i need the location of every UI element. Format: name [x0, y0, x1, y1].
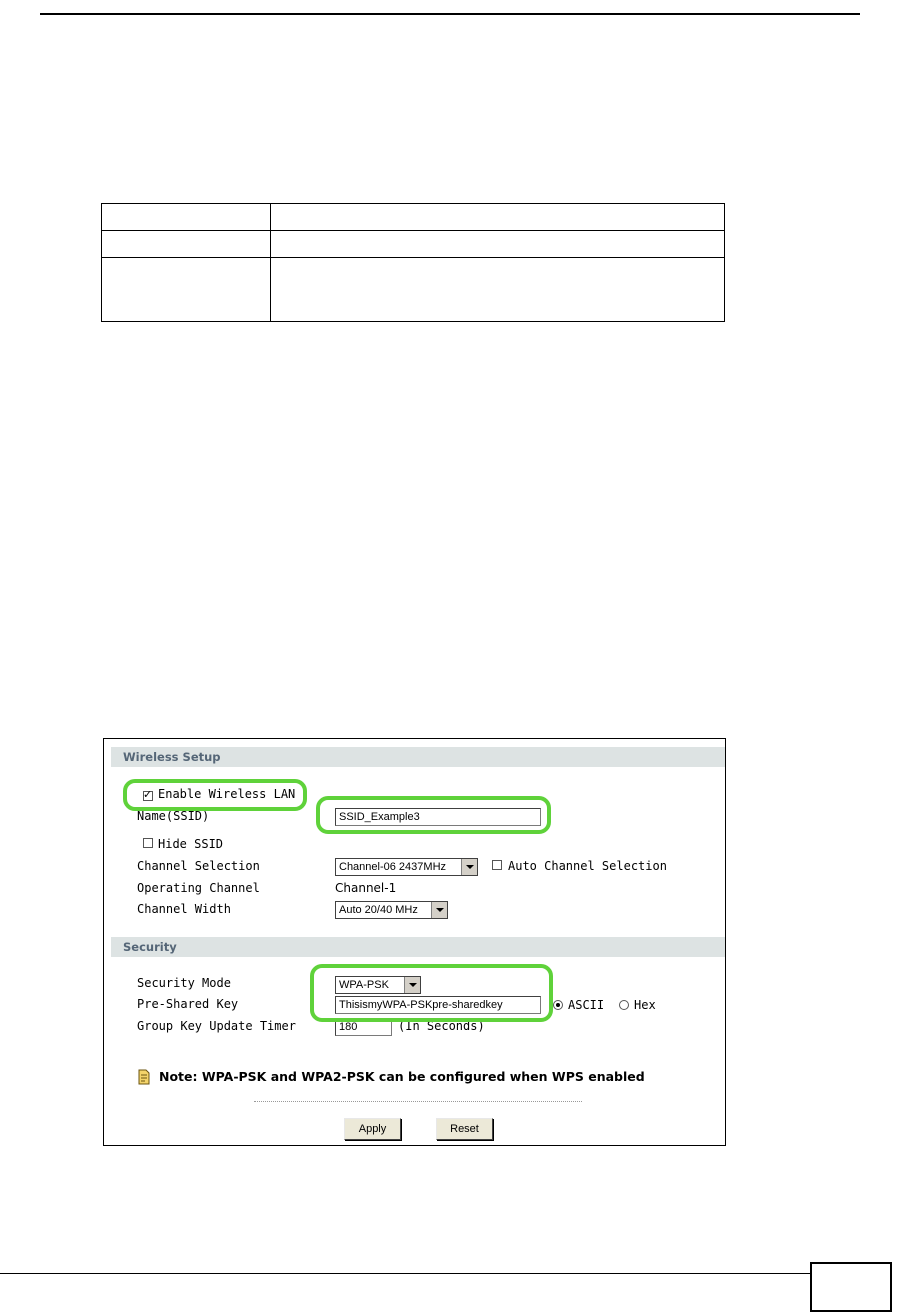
highlight-ring: [310, 964, 553, 1022]
chevron-down-icon[interactable]: [431, 902, 447, 918]
channel-selection-select[interactable]: [335, 858, 478, 876]
auto-channel-selection-label: Auto Channel Selection: [508, 859, 667, 873]
channel-width-select[interactable]: [335, 901, 448, 919]
table-row: [102, 204, 725, 231]
hide-ssid-label: Hide SSID: [158, 837, 224, 851]
enable-wireless-lan-label: Enable Wireless LAN: [158, 787, 296, 801]
footer-rule: [0, 1273, 810, 1274]
wireless-settings-panel: [103, 738, 726, 1146]
ssid-label: Name(SSID): [137, 809, 210, 823]
highlight-ring: [316, 796, 551, 834]
highlight-ring: [123, 779, 307, 811]
apply-button[interactable]: Apply: [344, 1118, 401, 1140]
pre-shared-key-input[interactable]: ThisismyWPA-PSKpre-sharedkey: [335, 996, 541, 1014]
table-row: [102, 231, 725, 258]
channel-width-label: Channel Width: [137, 902, 231, 916]
note-icon: [137, 1069, 151, 1085]
operating-channel-value: Channel-1: [335, 881, 397, 895]
security-header: Security: [111, 937, 725, 957]
channel-selection-value: Channel-06 2437MHz: [339, 861, 447, 873]
reset-button[interactable]: Reset: [436, 1118, 493, 1140]
security-mode-label: Security Mode: [137, 976, 231, 990]
divider: [254, 1101, 582, 1102]
hex-label: Hex: [634, 998, 656, 1012]
operating-channel-label: Operating Channel: [137, 881, 260, 895]
group-key-update-timer-unit: (In Seconds): [398, 1019, 485, 1033]
channel-selection-label: Channel Selection: [137, 859, 260, 873]
wireless-setup-header: Wireless Setup: [111, 747, 725, 767]
chevron-down-icon[interactable]: [461, 859, 477, 875]
hex-radio[interactable]: [619, 1000, 629, 1010]
table-row: [102, 258, 725, 322]
pre-shared-key-label: Pre-Shared Key: [137, 997, 239, 1011]
hide-ssid-checkbox[interactable]: [143, 838, 153, 848]
group-key-update-timer-label: Group Key Update Timer: [137, 1019, 296, 1033]
channel-width-value: Auto 20/40 MHz: [339, 904, 418, 916]
ascii-label: ASCII: [568, 998, 605, 1012]
security-mode-value: WPA-PSK: [339, 979, 389, 991]
auto-channel-selection-checkbox[interactable]: [492, 860, 502, 870]
ssid-input[interactable]: SSID_Example3: [335, 808, 541, 826]
info-table: [101, 203, 725, 322]
wps-note: Note: WPA-PSK and WPA2-PSK can be configured when WPS enabled: [159, 1069, 645, 1084]
group-key-update-timer-input[interactable]: 180: [335, 1018, 392, 1036]
page-number-box: [810, 1262, 892, 1312]
header-rule: [40, 13, 860, 15]
ascii-radio[interactable]: [553, 1000, 563, 1010]
